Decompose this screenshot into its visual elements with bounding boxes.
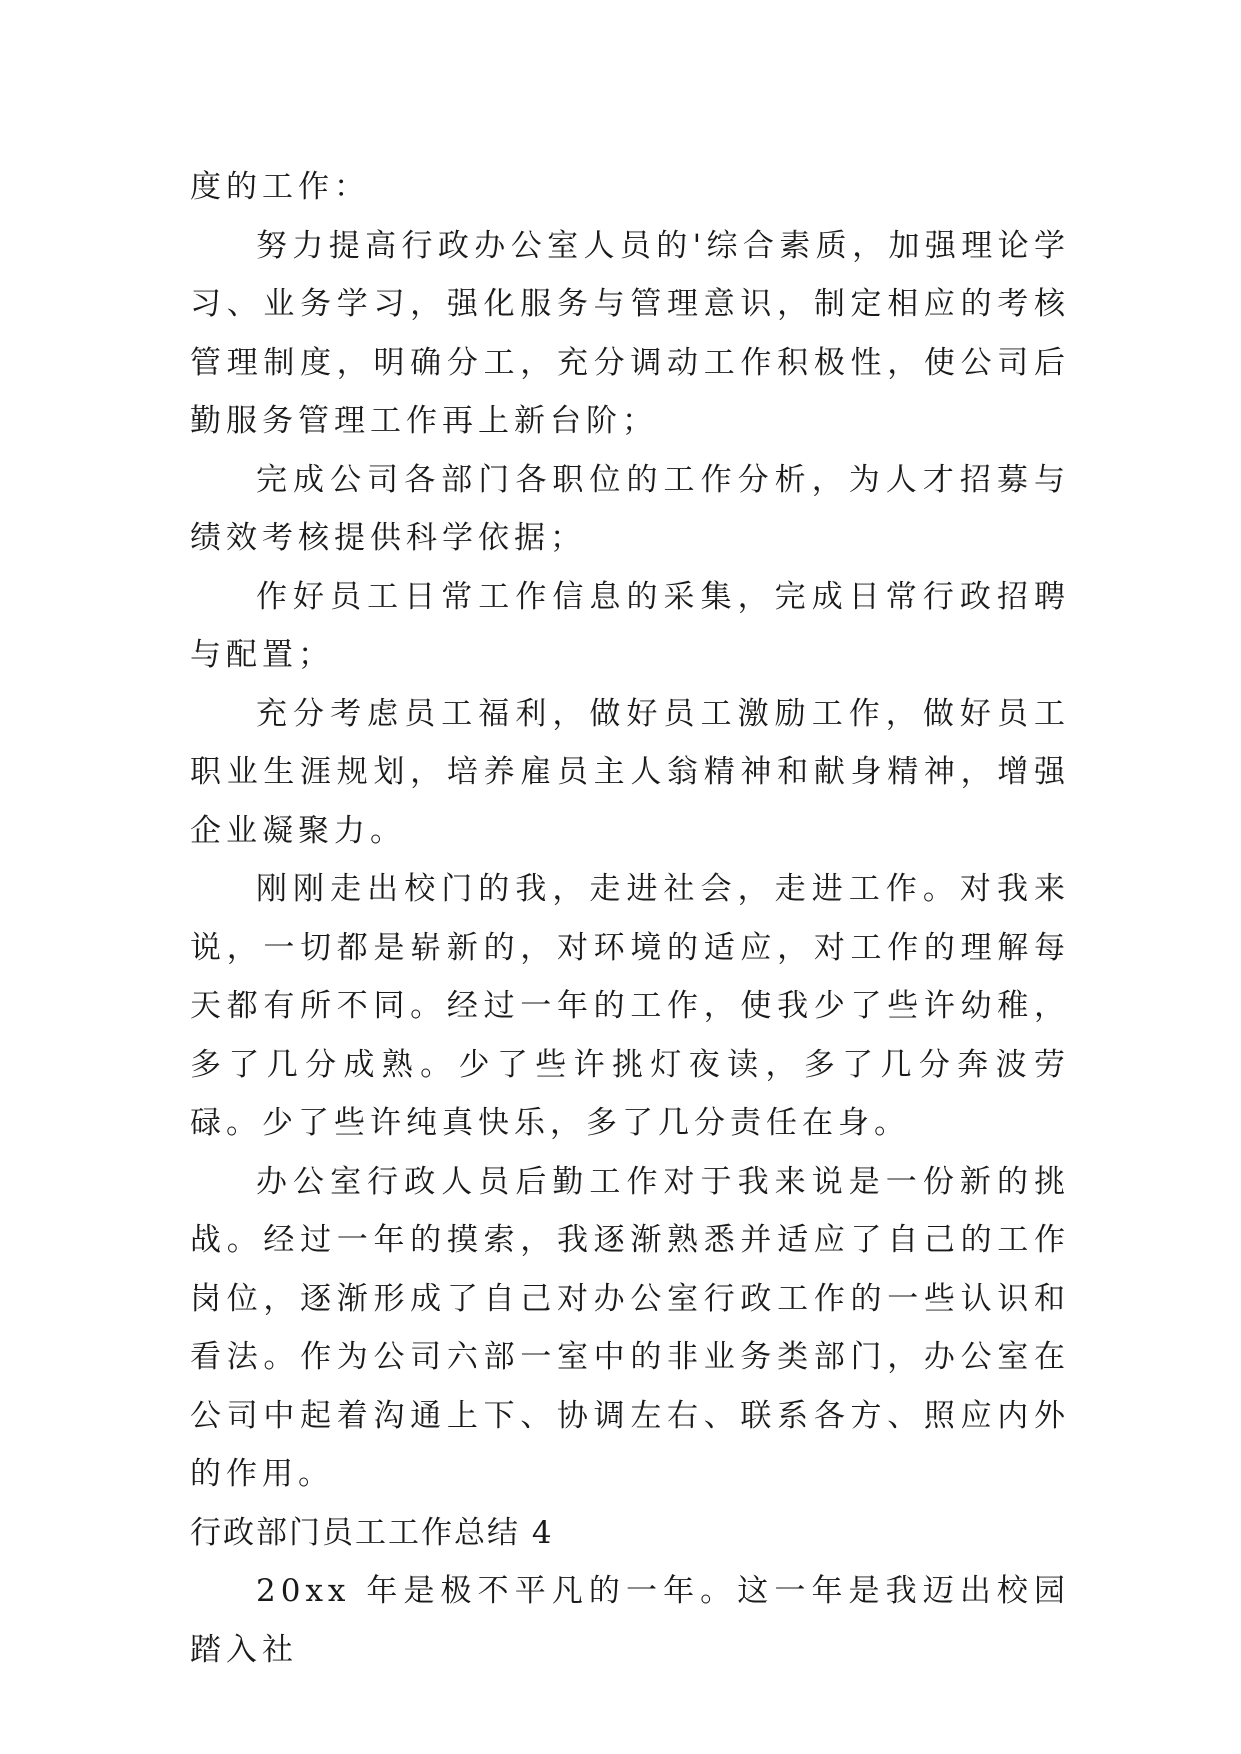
section-heading: 行政部门员工工作总结 4 <box>190 1514 554 1551</box>
paragraph-office-challenge: 办公室行政人员后勤工作对于我来说是一份新的挑战。经过一年的摸索，我逐渐熟悉并适应了自己的工作岗位，逐渐形成了自己对办公室行政工作的一些认识和看法。作为公司六部一室中的非业务类部门，办公室在公司中起着沟通上下、协调左右、联系各方、照应内外的作用。 <box>190 1163 1070 1492</box>
paragraph-improve-quality: 努力提高行政办公室人员的'综合素质，加强理论学习、业务学习，强化服务与管理意识，制定相应的考核管理制度，明确分工，充分调动工作积极性，使公司后勤服务管理工作再上新台阶； <box>190 227 1070 439</box>
paragraph-new-graduate: 刚刚走出校门的我，走进社会，走进工作。对我来说，一切都是崭新的，对环境的适应，对工作的理解每天都有所不同。经过一年的工作，使我少了些许幼稚，多了几分成熟。少了些许挑灯夜读，多了几分奔波劳碌。少了些许纯真快乐，多了几分责任在身。 <box>190 871 1070 1141</box>
paragraph-continuation: 度的工作： <box>190 169 370 205</box>
paragraph-employee-welfare: 充分考虑员工福利，做好员工激励工作，做好员工职业生涯规划，培养雇员主人翁精神和献身精神，增强企业凝聚力。 <box>190 695 1070 849</box>
paragraph-year-summary: 20xx 年是极不平凡的一年。这一年是我迈出校园踏入社 <box>190 1573 1070 1668</box>
document-body <box>190 158 1070 1679</box>
paragraph-recruitment: 作好员工日常工作信息的采集，完成日常行政招聘与配置； <box>190 578 1070 673</box>
paragraph-job-analysis: 完成公司各部门各职位的工作分析，为人才招募与绩效考核提供科学依据； <box>190 461 1070 556</box>
